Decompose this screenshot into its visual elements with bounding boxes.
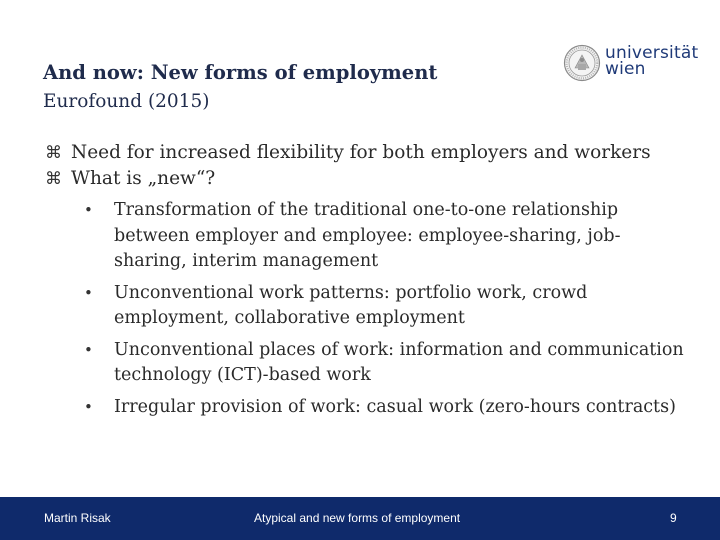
footer-topic: Atypical and new forms of employment	[254, 511, 461, 525]
bullet-item	[45, 166, 685, 192]
sub-bullet-text: Unconventional work patterns: portfolio work, crowd employment, collaborative employment	[114, 282, 588, 328]
slide-title: And now: New forms of employment	[43, 61, 438, 84]
sub-bullet-item	[80, 281, 685, 332]
dot-bullet-icon: •	[84, 340, 93, 359]
bullet-text: Need for increased flexibility for both employers and workers	[71, 142, 651, 163]
slide-content	[45, 140, 685, 426]
dot-bullet-icon: •	[84, 283, 93, 302]
university-seal-icon	[563, 44, 601, 82]
sub-bullet-item	[80, 395, 685, 421]
command-bullet-icon: ⌘	[45, 143, 62, 163]
page-number: 9	[670, 511, 677, 525]
university-logo	[563, 43, 699, 86]
logo-text-line1: universität	[605, 43, 699, 63]
sub-bullet-text: Transformation of the traditional one-to-one relationship between employer and employee: employee-sharing, job-sharing, interim management	[114, 200, 621, 271]
footer-author: Martin Risak	[44, 511, 111, 525]
bullet-text: What is „new“?	[71, 168, 216, 189]
sub-bullet-item	[80, 198, 685, 275]
slide-subtitle: Eurofound (2015)	[43, 91, 210, 112]
sub-bullet-text: Unconventional places of work: information and communication technology (ICT)-based work	[114, 339, 684, 385]
dot-bullet-icon: •	[84, 201, 93, 219]
dot-bullet-icon: •	[84, 397, 93, 416]
command-bullet-icon: ⌘	[45, 169, 62, 189]
footer-bar	[0, 497, 720, 540]
logo-wordmark	[605, 45, 698, 77]
sub-bullet-list	[80, 198, 685, 420]
bullet-item	[45, 140, 685, 166]
sub-bullet-text: Irregular provision of work: casual work (zero-hours contracts)	[114, 396, 676, 417]
logo-text-line2: wien	[605, 59, 646, 79]
sub-bullet-item	[80, 338, 685, 389]
